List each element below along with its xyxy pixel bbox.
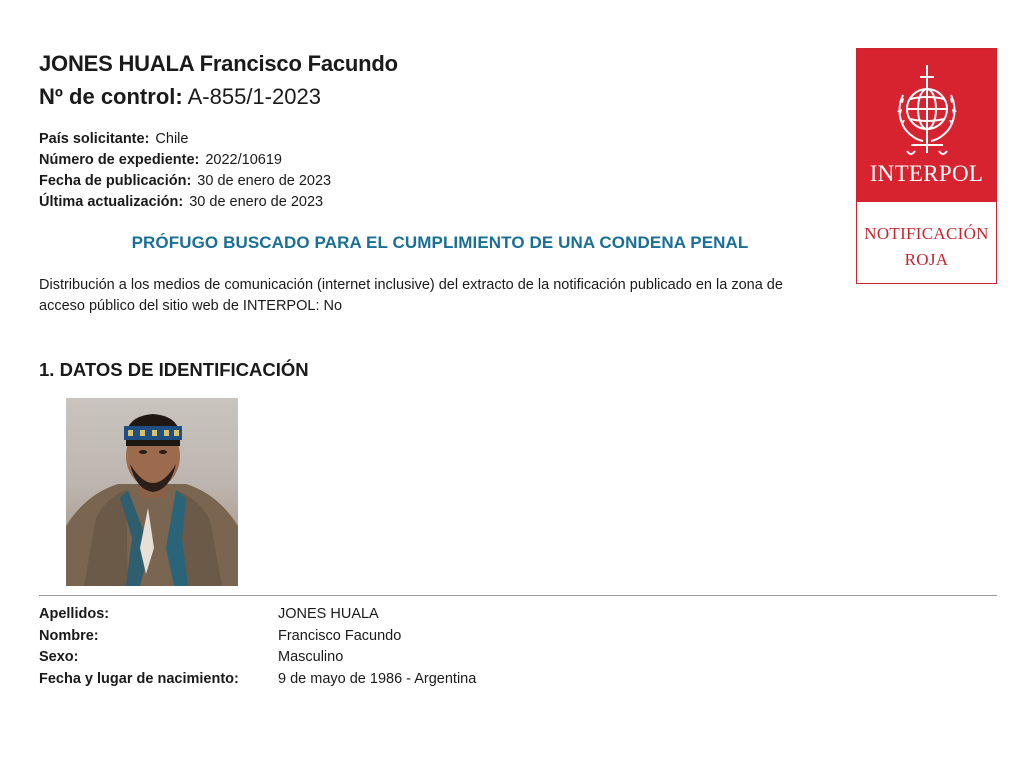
meta-row-country [39,129,331,150]
identity-value: JONES HUALA [278,606,379,622]
meta-label: País solicitante: [39,131,150,147]
identity-label: Sexo: [39,649,79,665]
meta-row-last-update [39,192,331,213]
interpol-emblem-icon [891,61,963,159]
identity-row-sex [39,647,476,669]
meta-label: Fecha de publicación: [39,173,192,189]
notice-meta [39,129,331,213]
identity-label: Nombre: [39,627,99,644]
control-label: Nº de control: [39,84,183,109]
identity-row-surnames [39,604,476,626]
logo-brand-text: INTERPOL [869,161,984,186]
control-number: A-855/1-2023 [187,84,321,109]
identity-value: Masculino [278,649,344,665]
meta-row-file-number [39,150,331,171]
meta-value: 30 de enero de 2023 [189,194,324,210]
meta-value: 30 de enero de 2023 [197,173,332,189]
interpol-red-notice-logo [856,48,997,284]
identity-row-birth [39,669,476,691]
identity-details [39,604,476,690]
logo-notice-text [857,221,996,273]
subject-photo [66,398,238,586]
logo-notice-line-2: ROJA [904,250,949,269]
meta-label: Número de expediente: [39,152,200,168]
logo-notice-line-1: NOTIFICACIÓN [864,224,989,243]
subject-photo-illustration [66,398,238,586]
subject-full-name: JONES HUALA Francisco Facundo [39,51,398,76]
section-title-identification: 1. DATOS DE IDENTIFICACIÓN [39,359,309,380]
meta-row-publication-date [39,171,331,192]
identity-label: Apellidos: [39,606,110,622]
identity-row-name [39,626,476,648]
distribution-note [39,275,839,317]
section-divider [39,595,997,596]
meta-value: 2022/10619 [205,152,282,168]
identity-value: 9 de mayo de 1986 - Argentina [278,670,477,687]
notice-heading: PRÓFUGO BUSCADO PARA EL CUMPLIMIENTO DE UNA CONDENA PENAL [131,233,749,252]
identity-label: Fecha y lugar de nacimiento: [39,670,239,687]
meta-value: Chile [155,131,189,147]
distribution-line-2: acceso público del sitio web de INTERPOL: No [39,298,343,314]
identity-value: Francisco Facundo [278,627,402,644]
meta-label: Última actualización: [39,194,184,210]
distribution-line-1: Distribución a los medios de comunicación (internet inclusive) del extracto de la notificación publicado en la zona de [39,277,783,293]
control-number-line [39,84,321,110]
